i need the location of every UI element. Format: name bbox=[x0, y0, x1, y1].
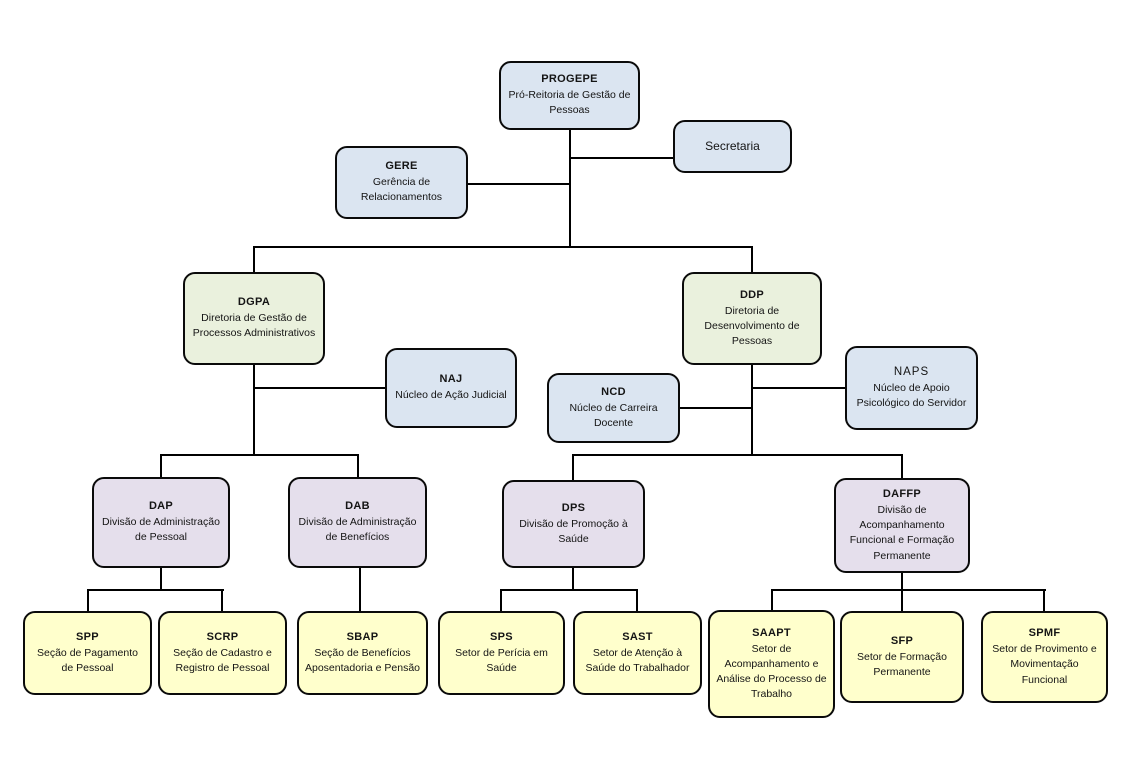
org-node-code: NAJ bbox=[439, 373, 463, 386]
org-node-code: SAST bbox=[622, 630, 653, 643]
org-node-code: SAAPT bbox=[752, 626, 791, 639]
org-node-spp bbox=[23, 611, 152, 695]
org-node-code: GERE bbox=[385, 160, 418, 173]
connector-line bbox=[468, 183, 570, 185]
org-node-code: DAB bbox=[345, 500, 370, 513]
org-node-label: Setor de Formação Permanente bbox=[857, 650, 947, 678]
org-node-code: SPP bbox=[76, 630, 99, 643]
connector-line bbox=[771, 589, 773, 610]
connector-line bbox=[160, 454, 359, 456]
connector-line bbox=[572, 568, 574, 591]
connector-line bbox=[160, 454, 162, 477]
org-node-dap bbox=[92, 477, 230, 568]
org-node-code: DAFFP bbox=[882, 488, 922, 501]
org-node-spmf bbox=[981, 611, 1108, 703]
connector-line bbox=[221, 589, 223, 611]
org-node-sfp bbox=[840, 611, 964, 703]
org-node-code: DGPA bbox=[237, 296, 271, 309]
org-node-dps bbox=[502, 480, 645, 568]
org-node-code: SFP bbox=[890, 634, 914, 647]
connector-line bbox=[572, 454, 903, 456]
org-node-code: NAPS bbox=[893, 366, 930, 379]
connector-line bbox=[500, 589, 502, 611]
org-node-dgpa bbox=[183, 272, 325, 365]
connector-line bbox=[160, 568, 162, 591]
org-node-label: Setor de Acompanhamento e Análise do Processo de Trabalho bbox=[716, 642, 827, 701]
org-node-sbap bbox=[297, 611, 428, 695]
org-node-code: PROGEPE bbox=[541, 73, 598, 86]
connector-line bbox=[901, 589, 903, 611]
connector-line bbox=[500, 589, 638, 591]
connector-line bbox=[357, 454, 359, 477]
org-node-label: Divisão de Acompanhamento Funcional e Formação Permanente bbox=[849, 504, 955, 562]
connector-line bbox=[751, 246, 753, 272]
org-node-label: Seção de Pagamento de Pessoal bbox=[37, 646, 138, 674]
org-node-saapt bbox=[708, 610, 835, 718]
org-node-sast bbox=[573, 611, 702, 695]
org-node-code: DPS bbox=[561, 501, 586, 514]
connector-line bbox=[254, 246, 753, 248]
org-node-code: DAP bbox=[148, 500, 174, 513]
connector-line bbox=[679, 407, 753, 409]
connector-line bbox=[87, 589, 89, 611]
org-node-label: Gerência de Relacionamentos bbox=[360, 176, 443, 204]
org-node-label: Setor de Atenção à Saúde do Trabalhador bbox=[585, 646, 690, 674]
org-node-code: DDP bbox=[739, 288, 765, 301]
org-node-dab bbox=[288, 477, 427, 568]
org-node-label: Núcleo de Apoio Psicológico do Servidor bbox=[856, 382, 967, 410]
org-node-label: Diretoria de Gestão de Processos Administrativos bbox=[192, 312, 316, 340]
connector-line bbox=[569, 157, 674, 159]
org-node-label: Setor de Perícia em Saúde bbox=[455, 646, 548, 674]
connector-line bbox=[254, 387, 385, 389]
org-node-label: Seção de Cadastro e Registro de Pessoal bbox=[173, 646, 272, 674]
connector-line bbox=[253, 246, 255, 272]
org-node-ncd bbox=[547, 373, 680, 443]
connector-line bbox=[572, 454, 574, 480]
connector-line bbox=[359, 568, 361, 611]
org-node-naj bbox=[385, 348, 517, 428]
org-node-label: Núcleo de Ação Judicial bbox=[395, 389, 507, 402]
org-node-code: SPS bbox=[490, 630, 513, 643]
org-node-progepe bbox=[499, 61, 640, 130]
org-node-ddp bbox=[682, 272, 822, 365]
org-node-label: Seção de Benefícios Aposentadoria e Pensão bbox=[305, 646, 421, 674]
org-node-label: Diretoria de Desenvolvimento de Pessoas bbox=[704, 304, 800, 348]
org-node-secretaria bbox=[673, 120, 792, 173]
org-node-code: SCRP bbox=[206, 630, 239, 643]
connector-line bbox=[751, 365, 753, 456]
org-node-label: Divisão de Administração de Pessoal bbox=[102, 516, 220, 544]
org-node-label: Pró-Reitoria de Gestão de Pessoas bbox=[508, 89, 631, 117]
org-node-code: SPMF bbox=[1028, 627, 1061, 640]
connector-line bbox=[636, 589, 638, 611]
connector-line bbox=[569, 130, 571, 247]
org-node-code: NCD bbox=[601, 385, 626, 398]
org-node-label: Divisão de Administração de Benefícios bbox=[298, 516, 417, 544]
org-node-scrp bbox=[158, 611, 287, 695]
connector-line bbox=[1043, 589, 1045, 611]
org-node-daffp bbox=[834, 478, 970, 573]
org-node-code: SBAP bbox=[346, 630, 379, 643]
org-node-naps bbox=[845, 346, 978, 430]
org-node-gere bbox=[335, 146, 468, 219]
org-node-label: Secretaria bbox=[705, 138, 760, 153]
org-node-label: Núcleo de Carreira Docente bbox=[569, 401, 658, 429]
connector-line bbox=[752, 387, 845, 389]
connector-line bbox=[901, 454, 903, 478]
org-node-label: Divisão de Promoção à Saúde bbox=[519, 517, 628, 545]
connector-line bbox=[87, 589, 224, 591]
connector-line bbox=[771, 589, 1046, 591]
connector-line bbox=[253, 365, 255, 456]
org-node-sps bbox=[438, 611, 565, 695]
org-node-label: Setor de Provimento e Movimentação Funcional bbox=[992, 643, 1097, 686]
